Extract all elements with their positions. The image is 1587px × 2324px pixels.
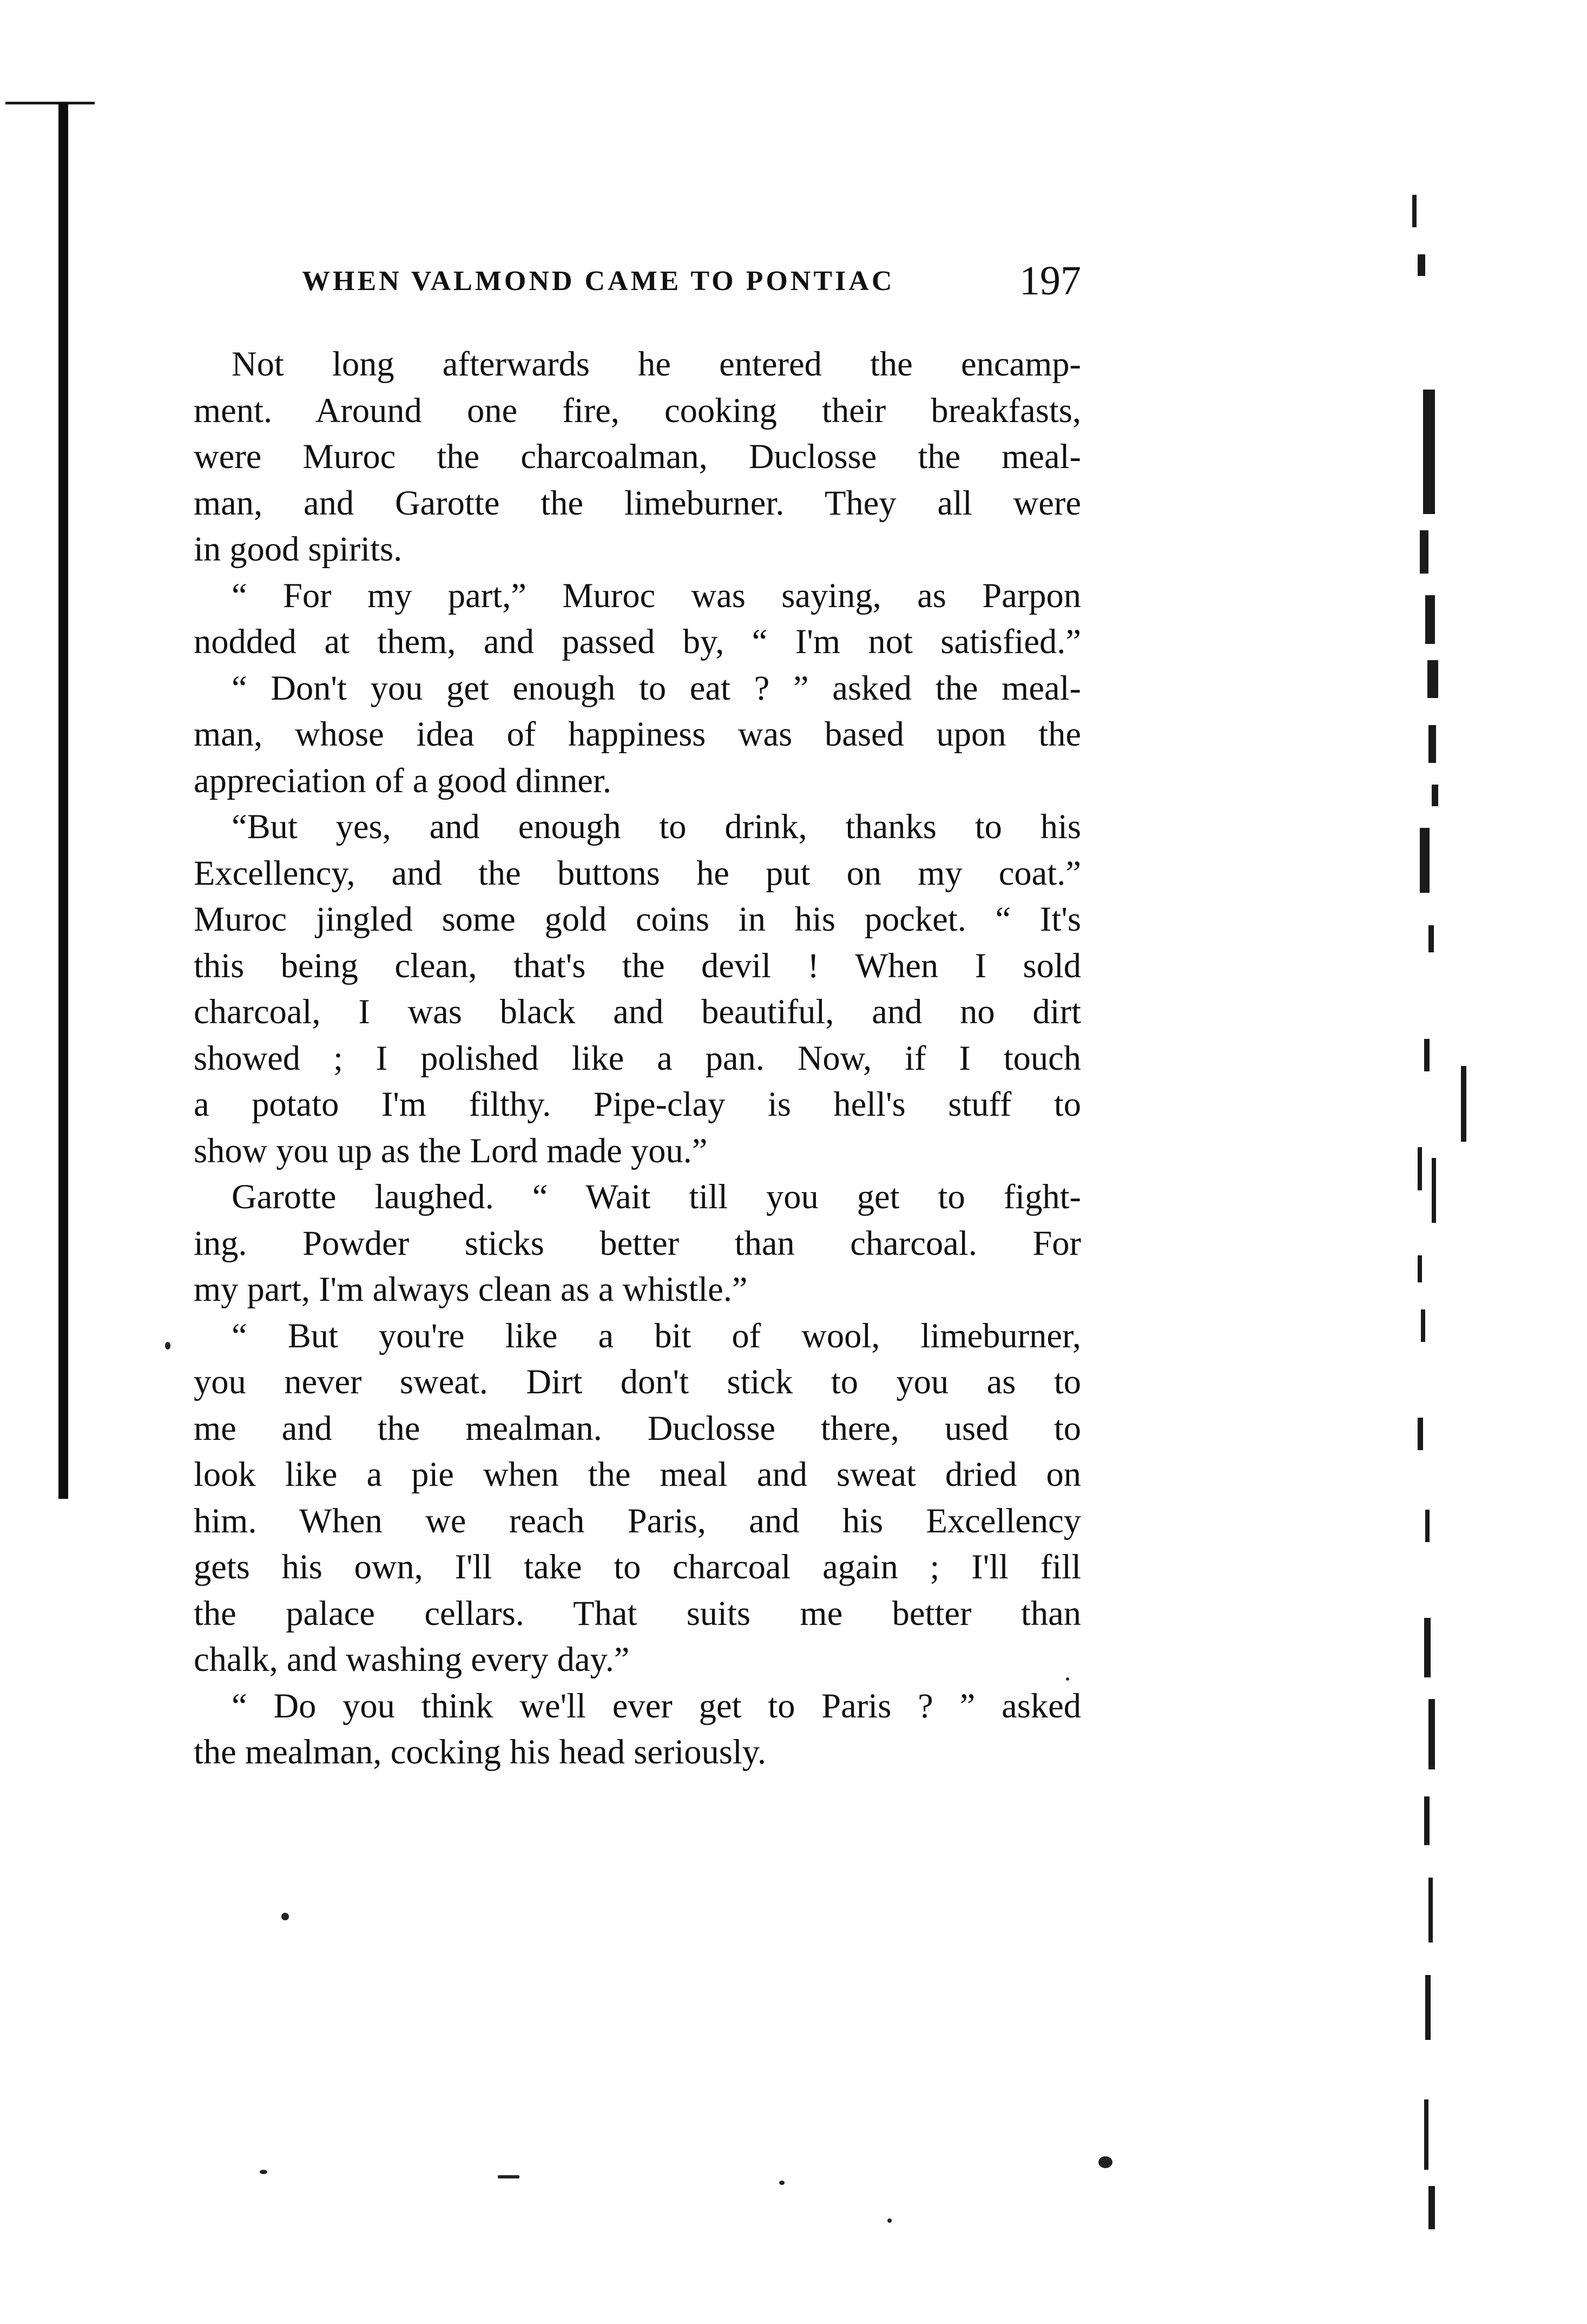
text-line: Not long afterwards he entered the encamp- [232, 345, 1081, 383]
binding-rule-horizontal [5, 102, 95, 104]
text-line: nodded at them, and passed by, “ I'm not satisfied.” [194, 622, 1081, 661]
text-line: gets his own, I'll take to charcoal again ; I'll fill [194, 1548, 1081, 1586]
text-line: Excellency, and the buttons he put on my coat.” [194, 853, 1081, 892]
text-line: you never sweat. Dirt don't stick to you as to [194, 1362, 1081, 1401]
binding-rule-vertical [58, 103, 68, 1499]
text-line: him. When we reach Paris, and his Excellency [194, 1501, 1081, 1540]
text-line: man, whose idea of happiness was based upon the [194, 715, 1081, 753]
text-line: appreciation of a good dinner. [194, 761, 611, 800]
edge-scan-artifacts [1396, 173, 1483, 2229]
text-line: look like a pie when the meal and sweat dried on [194, 1455, 1081, 1493]
text-line: charcoal, I was black and beautiful, and no dirt [194, 992, 1081, 1031]
body-text [194, 341, 1081, 1775]
text-line: “ Don't you get enough to eat ? ” asked the meal- [232, 668, 1081, 707]
text-line: in good spirits. [194, 530, 403, 568]
text-line: the mealman, cocking his head seriously. [194, 1733, 766, 1771]
text-line: Garotte laughed. “ Wait till you get to fight- [232, 1177, 1081, 1216]
text-line: chalk, and washing every day.” [194, 1640, 630, 1678]
text-line: man, and Garotte the limeburner. They all were [194, 483, 1081, 522]
running-title: WHEN VALMOND CAME TO PONTIAC [302, 266, 895, 297]
text-line: “ But you're like a bit of wool, limeburner, [232, 1316, 1081, 1355]
text-line: ing. Powder sticks better than charcoal. For [194, 1223, 1081, 1262]
text-line: Muroc jingled some gold coins in his pocket. “ It's [194, 900, 1081, 938]
text-line: “ Do you think we'll ever get to Paris ? ” asked [232, 1686, 1081, 1725]
running-header [194, 254, 1081, 308]
text-line: showed ; I polished like a pan. Now, if I touch [194, 1038, 1081, 1077]
text-line: “But yes, and enough to drink, thanks to his [232, 807, 1081, 846]
text-line: a potato I'm filthy. Pipe-clay is hell's stuff to [194, 1085, 1081, 1123]
text-line: ment. Around one fire, cooking their breakfasts, [194, 391, 1081, 430]
text-line: me and the mealman. Duclosse there, used to [194, 1408, 1081, 1447]
page-number: 197 [1019, 258, 1081, 304]
text-line: show you up as the Lord made you.” [194, 1131, 708, 1170]
text-line: the palace cellars. That suits me better than [194, 1594, 1081, 1632]
text-line: my part, I'm always clean as a whistle.” [194, 1270, 748, 1308]
text-line: this being clean, that's the devil ! When I sold [194, 946, 1081, 985]
text-line: “ For my part,” Muroc was saying, as Parpon [232, 576, 1081, 615]
text-line: were Muroc the charcoalman, Duclosse the meal- [194, 437, 1081, 476]
